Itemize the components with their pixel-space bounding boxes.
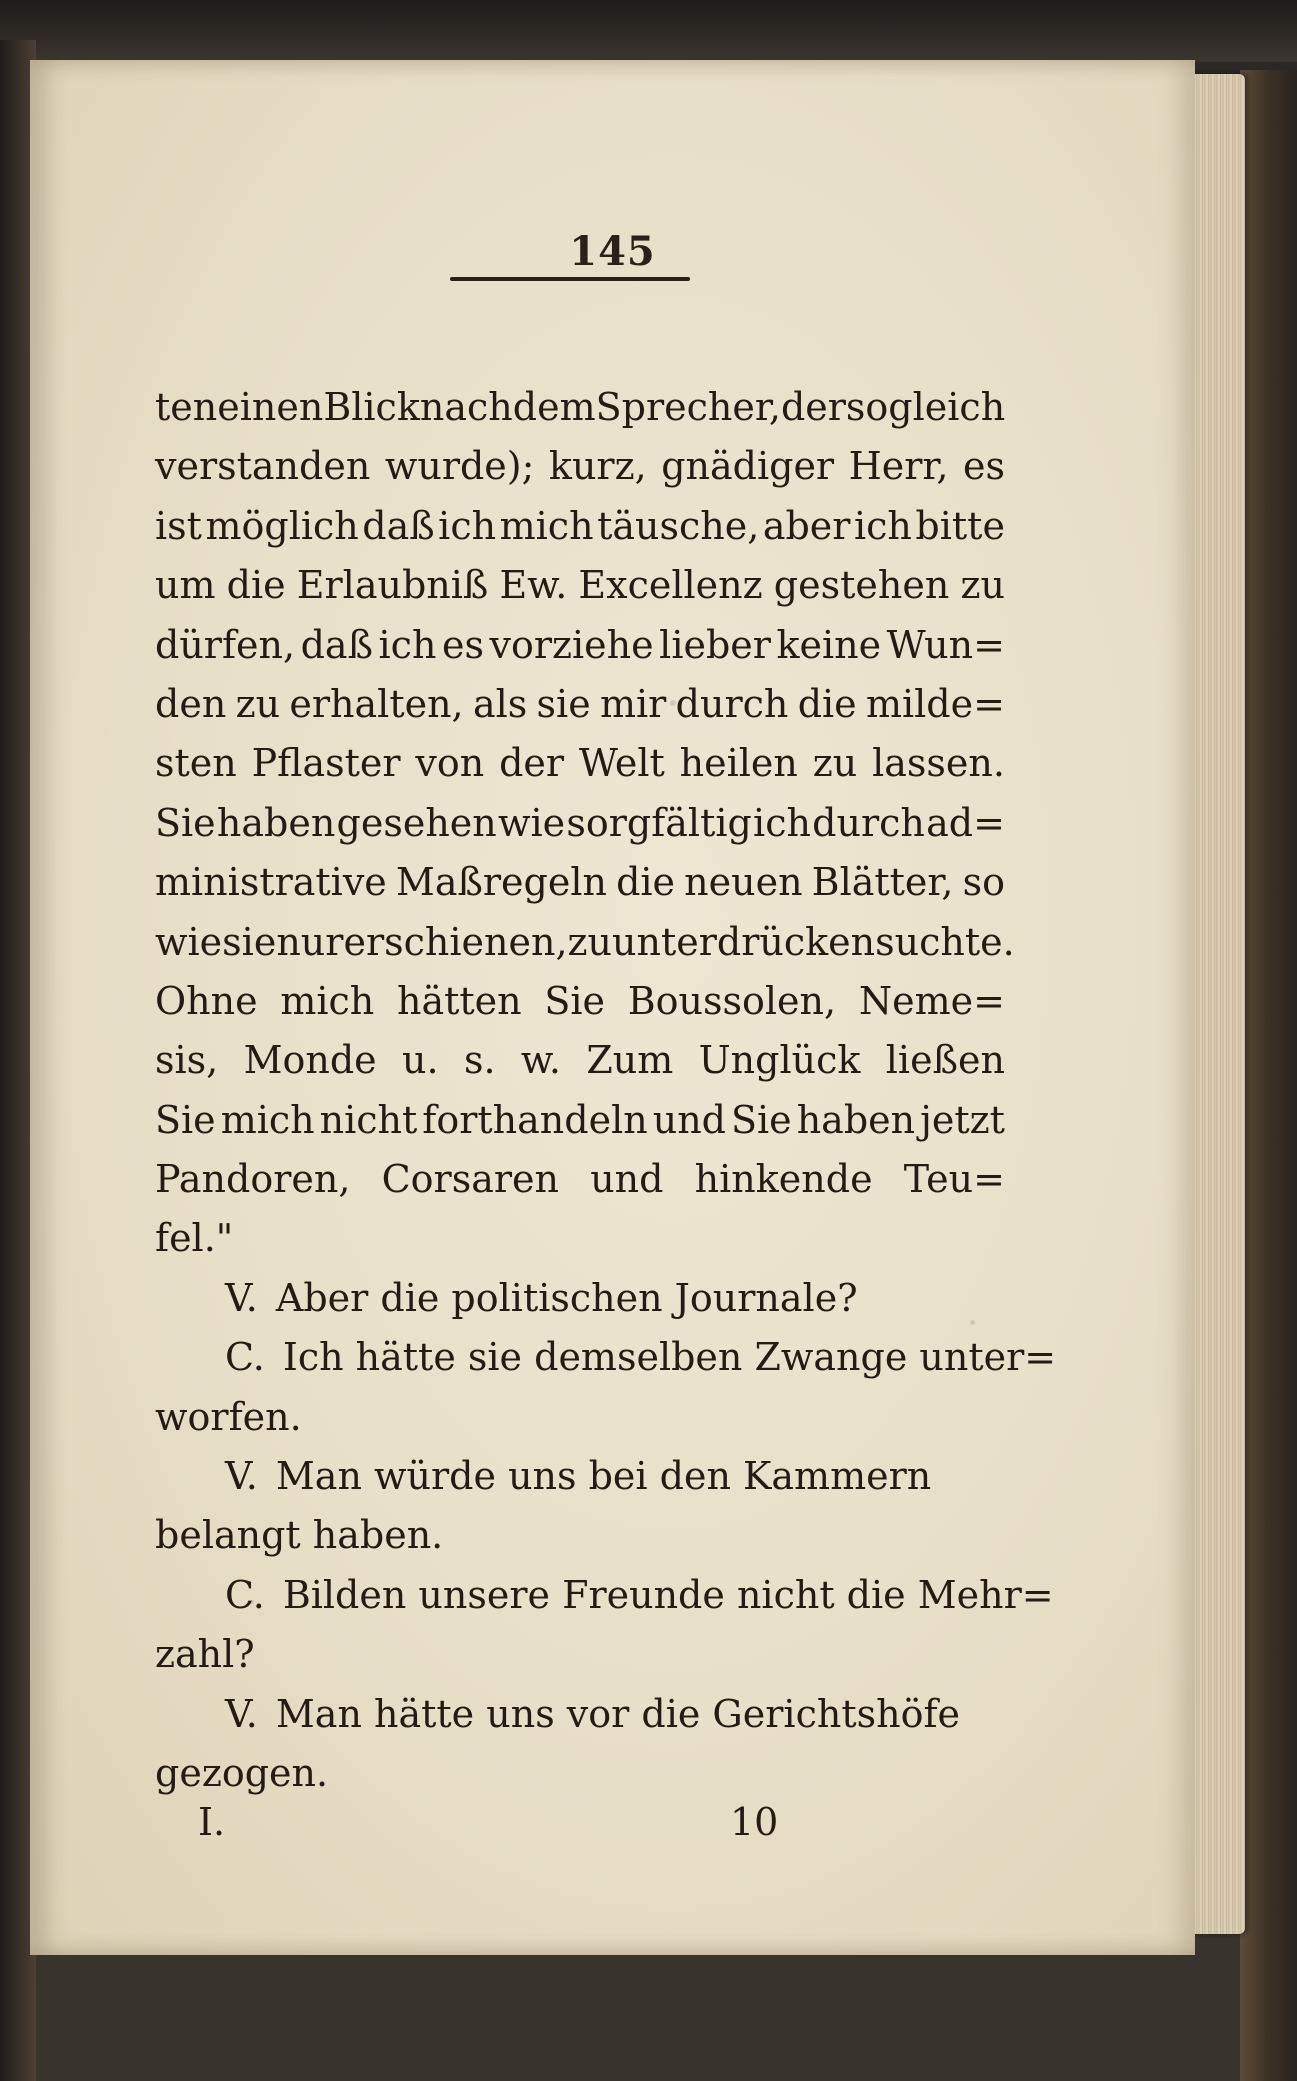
text-line	[155, 616, 1005, 675]
word: von	[415, 741, 485, 786]
word: nicht	[319, 1097, 418, 1142]
dialogue-continuation	[155, 1388, 1005, 1447]
word: sie	[536, 681, 591, 726]
word: möglich	[205, 503, 359, 548]
text-line	[155, 497, 1005, 556]
speaker-label: C.	[225, 1335, 265, 1380]
page-header	[30, 228, 1195, 275]
word: der	[499, 741, 565, 786]
dialogue-text: Aber die politischen Journale?	[275, 1275, 858, 1320]
word: erschienen,	[343, 919, 568, 964]
word: gesehen	[336, 800, 497, 845]
dialogue-line	[155, 1685, 1005, 1744]
word: u.	[402, 1038, 439, 1083]
word: w.	[520, 1038, 562, 1083]
word: so	[962, 860, 1005, 905]
word: Teu=	[903, 1157, 1005, 1202]
word: ministrative	[155, 860, 387, 905]
book-page	[30, 60, 1195, 1955]
speaker-label: C.	[225, 1572, 265, 1617]
sheet-number: 10	[730, 1800, 779, 1844]
word: lassen.	[872, 741, 1005, 786]
word: Monde	[243, 1038, 377, 1083]
word: suchte.	[875, 919, 1015, 964]
dialogue-line	[155, 1566, 1054, 1625]
word: lieber	[659, 622, 771, 667]
word: zu	[235, 681, 281, 726]
word: nur	[276, 919, 344, 964]
word: forthandeln	[422, 1097, 648, 1142]
book-cover-top	[0, 0, 1297, 62]
word: dem	[512, 385, 596, 429]
word: sie	[222, 919, 277, 964]
word: Blätter,	[811, 860, 954, 905]
word: Erlaubniß	[296, 563, 489, 608]
dialogue-text: Ich hätte sie demselben Zwange unter=	[282, 1335, 1057, 1380]
text-line	[155, 972, 1005, 1031]
word: Boussolen,	[627, 978, 837, 1023]
dialogue-text: zahl?	[155, 1632, 255, 1677]
word: zu	[812, 741, 858, 786]
word: hätten	[396, 978, 522, 1023]
dialogue-text: Bilden unsere Freunde nicht die Mehr=	[282, 1572, 1054, 1617]
dialogue-text: belangt haben.	[155, 1513, 444, 1558]
book-board-right	[1240, 70, 1297, 2081]
word: Sie	[544, 978, 606, 1023]
word: einen	[217, 385, 324, 429]
word: die	[226, 563, 286, 608]
word: nach	[419, 385, 513, 429]
word: Zum	[586, 1038, 674, 1083]
word: dürfen,	[155, 622, 296, 667]
text-line	[155, 378, 1005, 437]
word: Wun=	[886, 622, 1005, 667]
word: unterdrücken	[612, 919, 876, 964]
text-line	[155, 437, 1005, 496]
word: Ew.	[499, 563, 568, 608]
word: zu	[960, 563, 1005, 608]
word: der	[780, 385, 846, 429]
word: heilen	[679, 741, 798, 786]
word: mir	[600, 681, 667, 726]
word: Pandoren,	[155, 1157, 351, 1202]
text-line	[155, 1091, 1005, 1150]
word: haben	[216, 800, 336, 845]
word: es	[441, 622, 484, 667]
text-line	[155, 556, 1005, 615]
word: wie	[497, 800, 566, 845]
word: verstanden	[155, 444, 371, 489]
speaker-label: V.	[225, 1454, 258, 1499]
word: Corsaren	[381, 1157, 559, 1202]
text-line	[155, 1150, 1005, 1209]
page-number: 145	[569, 228, 656, 275]
word: Sprecher,	[595, 385, 781, 429]
word: die	[797, 681, 857, 726]
dialogue-text: worfen.	[155, 1394, 302, 1439]
word: Sie	[731, 1097, 792, 1142]
word: gnädiger	[661, 444, 835, 489]
text-line	[155, 1031, 1005, 1090]
word: die	[616, 860, 676, 905]
word: Blick	[323, 385, 420, 429]
dialogue-text: gezogen.	[155, 1750, 329, 1795]
word: sis,	[155, 1038, 219, 1083]
dialogue-continuation	[155, 1506, 1005, 1565]
dialogue-line	[155, 1447, 1005, 1506]
word: hinkende	[694, 1157, 873, 1202]
word: aber	[762, 503, 851, 548]
dialogue-text: Man hätte uns vor die Gerichtshöfe	[275, 1691, 961, 1736]
text-line	[155, 794, 1005, 853]
word: ich	[853, 503, 912, 548]
word: ist	[155, 503, 202, 548]
word: als	[472, 681, 528, 726]
dialogue-continuation	[155, 1744, 1005, 1803]
word: erhalten,	[289, 681, 464, 726]
word: jetzt	[920, 1097, 1005, 1142]
word: gestehen	[773, 563, 950, 608]
word: den	[155, 681, 227, 726]
word: kurz,	[548, 444, 647, 489]
word: es	[962, 444, 1005, 489]
word: bitte	[915, 503, 1005, 548]
word: durch	[675, 681, 789, 726]
word: daß	[362, 503, 435, 548]
dialogue-continuation	[155, 1625, 1005, 1684]
word: keine	[776, 622, 882, 667]
word: sogleich	[845, 385, 1006, 429]
word: und	[590, 1157, 664, 1202]
word: mich	[220, 1097, 315, 1142]
word: sorgfältig	[566, 800, 752, 845]
word: mich	[499, 503, 594, 548]
word: ich	[438, 503, 497, 548]
word: Neme=	[858, 978, 1005, 1023]
text-line-content: fel."	[155, 1216, 234, 1261]
text-line	[155, 675, 1005, 734]
speaker-label: V.	[225, 1691, 258, 1736]
word: mich	[280, 978, 375, 1023]
word: Unglück	[698, 1038, 861, 1083]
word: Sie	[155, 800, 216, 845]
text-line	[155, 853, 1005, 912]
word: wurde);	[384, 444, 535, 489]
word: ließen	[885, 1038, 1005, 1083]
word: vorziehe	[489, 622, 654, 667]
word: daß	[300, 622, 373, 667]
word: Maßregeln	[395, 860, 607, 905]
dialogue-line	[155, 1269, 1005, 1328]
text-line	[155, 1209, 1005, 1268]
word: haben	[796, 1097, 916, 1142]
word: um	[155, 563, 216, 608]
word: Pflaster	[251, 741, 401, 786]
word: und	[652, 1097, 726, 1142]
word: neuen	[684, 860, 803, 905]
signature-mark: I.	[198, 1800, 226, 1844]
text-line	[155, 734, 1005, 793]
word: Excellenz	[578, 563, 763, 608]
word: ad=	[926, 800, 1005, 845]
word: milde=	[865, 681, 1005, 726]
word: Sie	[155, 1097, 216, 1142]
word: sten	[155, 741, 237, 786]
text-line	[155, 913, 1015, 972]
word: ich	[753, 800, 811, 845]
word: ten	[155, 385, 218, 429]
word: s.	[463, 1038, 496, 1083]
speaker-label: V.	[225, 1275, 258, 1320]
dialogue-line	[155, 1328, 1057, 1387]
body-text	[155, 378, 1057, 1803]
page-footer	[30, 1800, 1195, 1860]
header-rule	[450, 277, 690, 281]
word: durch	[812, 800, 925, 845]
word: Ohne	[155, 978, 258, 1023]
word: täusche,	[597, 503, 760, 548]
word: ich	[378, 622, 437, 667]
word: wie	[155, 919, 223, 964]
word: Herr,	[848, 444, 949, 489]
dialogue-text: Man würde uns bei den Kammern	[275, 1454, 932, 1499]
word: zu	[567, 919, 613, 964]
word: Welt	[578, 741, 665, 786]
